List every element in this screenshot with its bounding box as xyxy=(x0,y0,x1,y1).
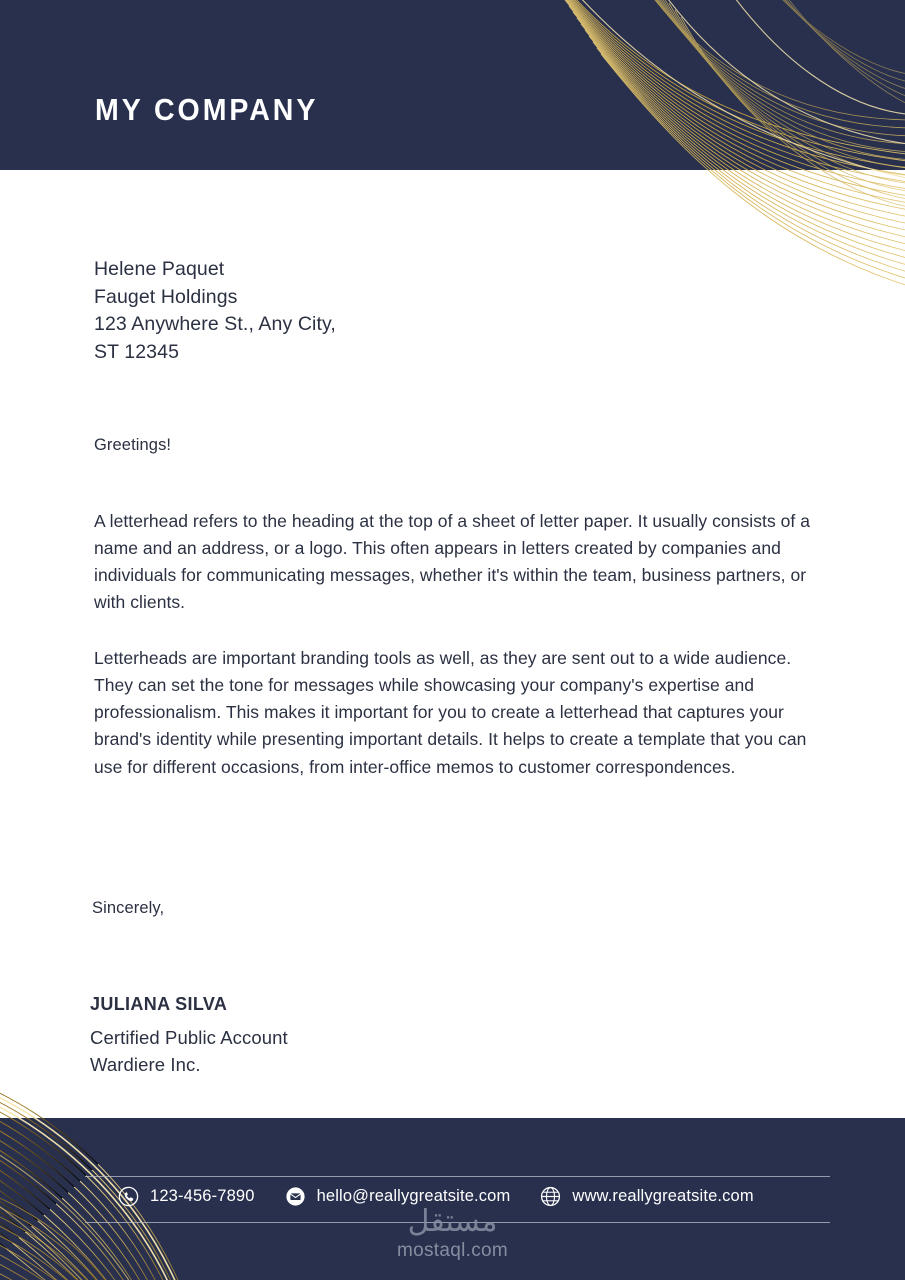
signature-role: Certified Public Account xyxy=(90,1027,288,1048)
header-band xyxy=(0,0,905,170)
contact-email-label: hello@reallygreatsite.com xyxy=(316,1187,511,1205)
signature-company: Wardiere Inc. xyxy=(90,1054,201,1075)
signature-name: JULIANA SILVA xyxy=(90,994,228,1014)
contact-item-website[interactable] xyxy=(540,1186,753,1207)
contact-website-label: www.reallygreatsite.com xyxy=(572,1187,754,1205)
footer-contact-row xyxy=(118,1186,754,1207)
recipient-organization: Fauget Holdings xyxy=(94,285,238,308)
letter-greeting: Greetings! xyxy=(94,436,172,454)
footer-divider-top xyxy=(85,1176,830,1177)
watermark-arabic-text: مستقل xyxy=(407,1204,498,1239)
recipient-name: Helene Paquet xyxy=(94,258,225,280)
letter-paragraph-1: A letterhead refers to the heading at the top of a sheet of letter paper. It usually consists of a name and an address, or a logo. This often appears in letters created by companies and individuals for communicating messages, whether it's within the team, business partners, or with clients. xyxy=(94,510,811,613)
recipient-address-block xyxy=(94,256,336,366)
email-icon xyxy=(285,1186,306,1207)
recipient-region: ST 12345 xyxy=(94,340,180,363)
contact-item-phone[interactable] xyxy=(118,1186,255,1207)
letter-closing: Sincerely, xyxy=(92,899,165,917)
footer-divider-bottom xyxy=(85,1222,830,1223)
signature-block xyxy=(90,994,288,1078)
globe-icon xyxy=(540,1186,561,1207)
recipient-street: 123 Anywhere St., Any City, xyxy=(94,313,336,335)
watermark-latin-text: mostaql.com xyxy=(396,1240,508,1261)
contact-phone-label: 123-456-7890 xyxy=(150,1187,255,1205)
contact-item-email[interactable] xyxy=(285,1186,511,1207)
phone-icon xyxy=(118,1186,139,1207)
letter-paragraph-2: Letterheads are important branding tools as well, as they are sent out to a wide audience. They can set the tone for messages while showcasing your company's expertise and professionalism. This makes it important for you to create a letterhead that captures your brand's identity while presenting important details. It helps to create a template that you can use for different occasions, from inter-office memos to customer correspondences. xyxy=(94,647,807,777)
company-title: MY COMPANY xyxy=(95,92,319,127)
